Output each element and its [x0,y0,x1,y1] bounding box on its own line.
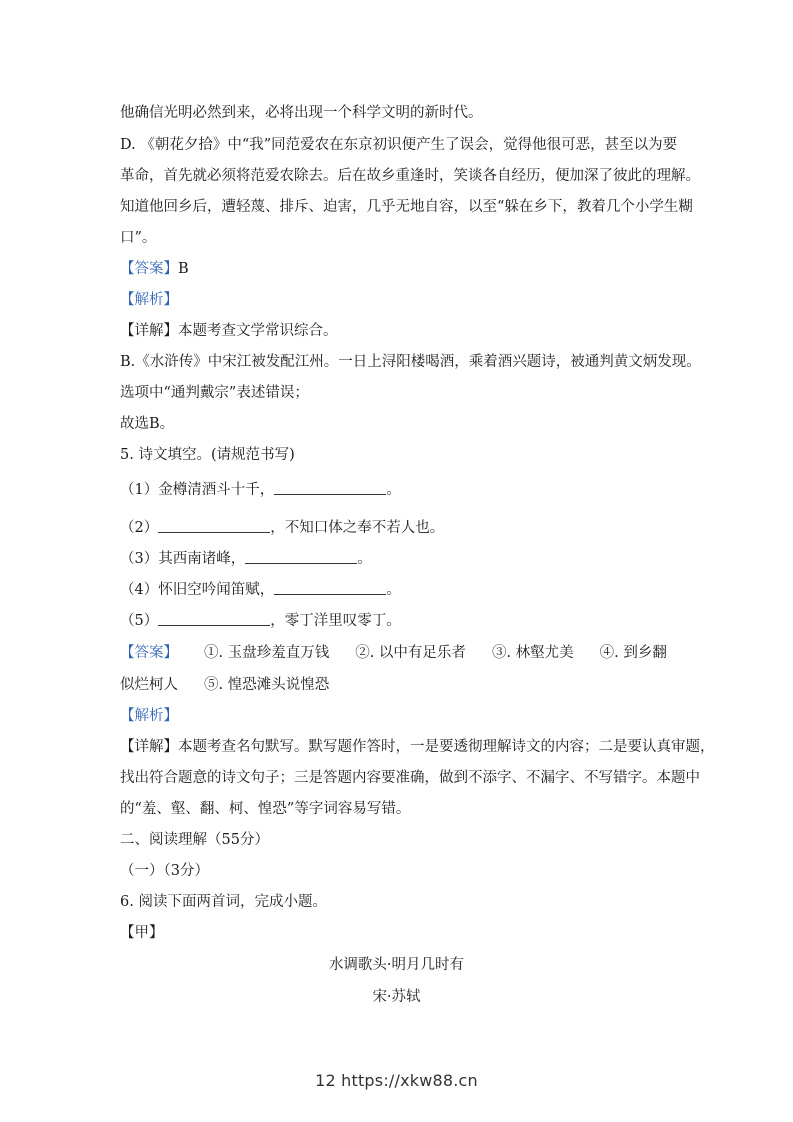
answer-item: ①. 玉盘珍羞直万钱 [204,645,330,661]
answer-tag: 【答案】 [120,261,178,277]
text-line: D. 《朝花夕拾》中“我”同范爱农在东京初识便产生了误会，觉得他很可恶，甚至以为要 [120,137,678,153]
fill-prefix: （2） [120,520,159,536]
text-line: 革命，首先就必须将范爱农除去。后在故乡重逢时，笑谈各自经历，便加深了彼此的理解。 [120,168,700,184]
fill-suffix: 。 [386,582,401,598]
detail-line [120,321,675,341]
text-line: 知道他回乡后，遭轻蔑、排斥、迫害，几乎无地自容，以至“躲在乡下，教着几个小学生糊 [120,199,693,215]
poem-title: 水调歌头·明月几时有 [328,957,465,973]
fill-suffix: ，不知口体之奉不若人也。 [270,520,445,536]
fill-prefix: （3）其西南诸峰， [120,551,246,567]
detail-tag: 【详解】 [120,323,178,339]
fill-prefix: （1）金樽清酒斗十千， [120,482,275,498]
answer-line-cont [120,675,675,695]
answer-tag: 【答案】 [120,645,178,661]
answer-item: 似烂柯人 [120,677,178,693]
fill-item-3 [120,549,675,569]
answer-item: ⑤. 惶恐滩头说惶恐 [204,677,330,693]
fill-item-2 [120,518,675,538]
text-line: 找出符合题意的诗文句子；三是答题内容要准确，做到不添字、不漏字、不写错字。本题中 [120,770,700,786]
answer-line [120,643,675,663]
question-6: 6. 阅读下面两首词，完成小题。 [120,894,327,910]
blank-line [274,580,386,595]
fill-suffix: ，零丁洋里叹零丁。 [270,613,401,629]
fill-item-4 [120,580,675,600]
fill-item-5 [120,611,675,631]
blank-line [245,549,357,564]
fill-item-1 [120,480,675,500]
text-line: 的“羞、壑、翻、柯、惶恐”等字词容易写错。 [120,801,411,817]
answer-item: ③. 林壑尤美 [491,645,574,661]
page-footer: 12 https://xkw88.cn [315,1071,478,1090]
poem-label: 【甲】 [120,925,164,941]
answer-value: B [178,261,189,277]
detail-text: 本题考查名句默写。默写题作答时，一是要透彻理解诗文的内容；二是要认真审题， [178,739,715,755]
analysis-tag: 【解析】 [120,292,178,308]
text-line: 他确信光明必然到来，必将出现一个科学文明的新时代。 [120,105,483,121]
blank-line [158,518,270,533]
blank-line [158,611,270,626]
text-line: B.《水浒传》中宋江被发配江州。一日上浔阳楼喝酒，乘着酒兴题诗，被通判黄文炳发现。 [120,354,701,370]
answer-item: ④. 到乡翻 [599,645,667,661]
answer-line [120,259,675,279]
blank-line [274,480,386,495]
fill-prefix: （5） [120,613,159,629]
subsection-heading: （一）（3分） [120,863,209,879]
answer-item: ②. 以中有足乐者 [355,645,466,661]
fill-suffix: 。 [357,551,372,567]
question-5: 5. 诗文填空。(请规范书写) [120,447,295,463]
analysis-tag: 【解析】 [120,708,178,724]
poem-author: 宋·苏轼 [372,989,421,1005]
section-heading: 二、阅读理解（55分） [120,832,269,848]
text-line: 口”。 [120,230,157,246]
fill-prefix: （4）怀旧空吟闻笛赋， [120,582,275,598]
text-line: 选项中“通判戴宗”表述错误； [120,385,309,401]
detail-line [120,737,715,757]
text-line: 故选B。 [120,416,175,432]
detail-text: 本题考查文学常识综合。 [178,323,338,339]
detail-tag: 【详解】 [120,739,178,755]
fill-suffix: 。 [386,482,401,498]
